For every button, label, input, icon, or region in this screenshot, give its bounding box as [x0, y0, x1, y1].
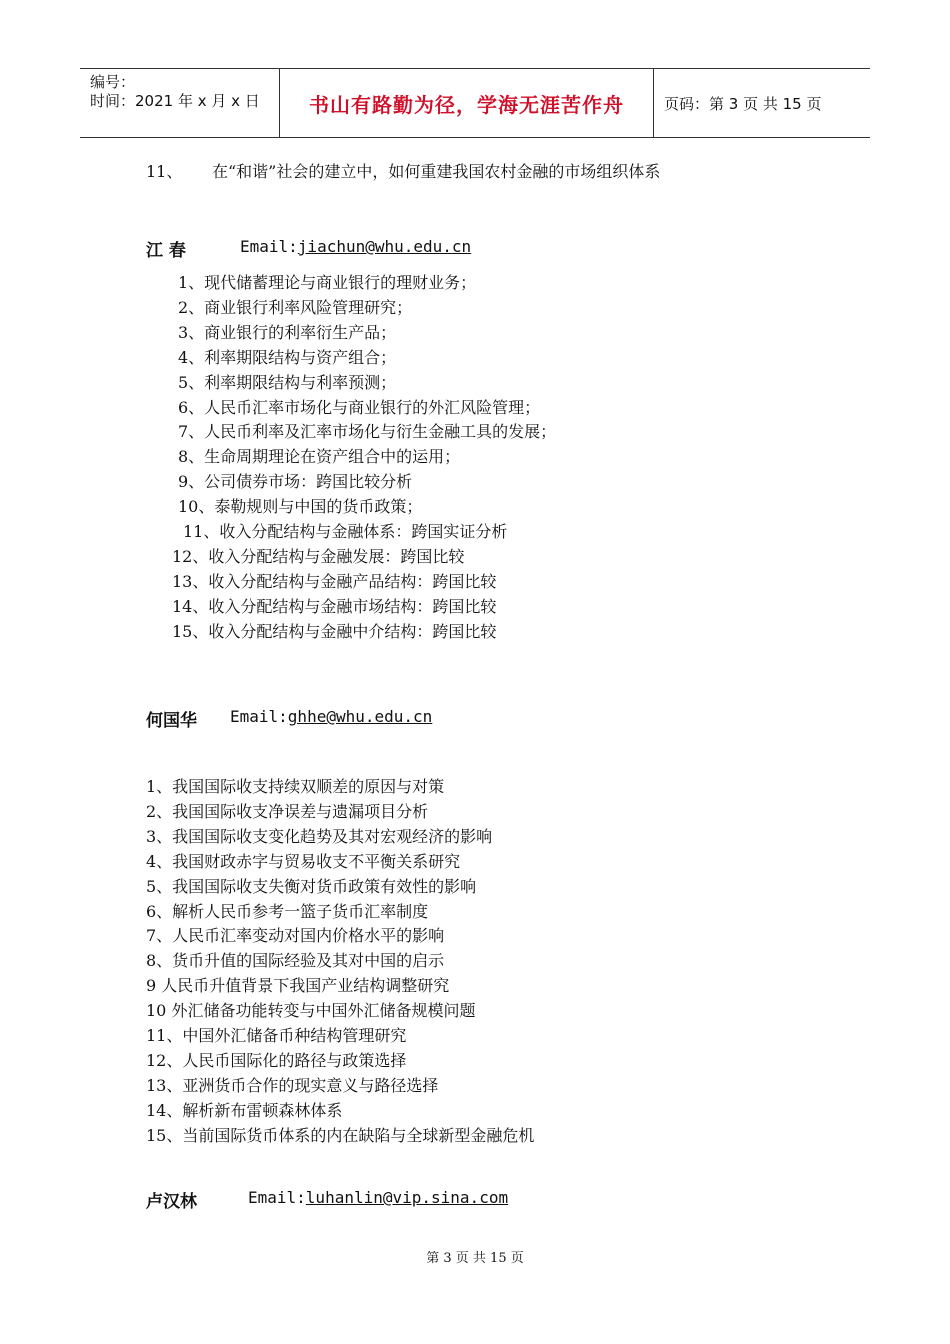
- list-item: 2、我国国际收支净误差与遗漏项目分析: [146, 801, 429, 821]
- section1-name: 江 春: [146, 241, 186, 261]
- list-item: 13、收入分配结构与金融产品结构：跨国比较: [172, 571, 497, 591]
- list-item: 14、收入分配结构与金融市场结构：跨国比较: [172, 596, 497, 616]
- list-item: 10、泰勒规则与中国的货币政策；: [178, 497, 423, 517]
- section3-name: 卢汉林: [146, 1192, 197, 1212]
- list-item: 5、我国国际收支失衡对货币政策有效性的影响: [146, 876, 477, 896]
- list-item: 12、人民币国际化的路径与政策选择: [146, 1050, 407, 1070]
- list-item: 1、现代储蓄理论与商业银行的理财业务；: [178, 273, 477, 292]
- list-item: 4、利率期限结构与资产组合；: [178, 347, 397, 367]
- list-item: 7、人民币利率及汇率市场化与衍生金融工具的发展；: [178, 422, 557, 442]
- list-item: 10 外汇储备功能转变与中国外汇储备规模问题: [146, 1001, 476, 1021]
- section2-email-line: [230, 707, 432, 726]
- section2-name: 何国华: [146, 711, 197, 731]
- intro-item-text: 在“和谐”社会的建立中，如何重建我国农村金融的市场组织体系: [212, 162, 661, 181]
- list-item: 15、当前国际货币体系的内在缺陷与全球新型金融危机: [146, 1125, 535, 1145]
- list-item: 7、人民币汇率变动对国内价格水平的影响: [146, 926, 445, 946]
- list-item: 9、公司债券市场：跨国比较分析: [178, 472, 413, 492]
- list-item: 14、解析新布雷顿森林体系: [146, 1100, 343, 1120]
- page-footer: 第 3 页 共 15 页: [426, 1251, 524, 1266]
- section1-email-prefix: Email:: [240, 237, 298, 256]
- list-item: 8、生命周期理论在资产组合中的运用；: [178, 447, 461, 467]
- section3-email-link[interactable]: luhanlin@vip.sina.com: [305, 1188, 509, 1207]
- intro-item-number: 11、: [146, 162, 183, 181]
- section3-email-line: [248, 1188, 508, 1207]
- section1-email-link[interactable]: jiachun@whu.edu.cn: [297, 237, 472, 256]
- list-item: 12、收入分配结构与金融发展：跨国比较: [172, 546, 465, 566]
- list-item: 3、商业银行的利率衍生产品；: [178, 322, 397, 342]
- list-item: 4、我国财政赤字与贸易收支不平衡关系研究: [146, 851, 461, 871]
- list-item: 3、我国国际收支变化趋势及其对宏观经济的影响: [146, 826, 493, 846]
- header-page-info: 页码：第 3 页 共 15 页: [664, 94, 822, 113]
- list-item: 15、收入分配结构与金融中介结构：跨国比较: [172, 621, 497, 641]
- header-motto: 书山有路勤为径，学海无涯苦作舟: [280, 69, 654, 137]
- list-item: 1、我国国际收支持续双顺差的原因与对策: [146, 777, 445, 796]
- list-item: 11、中国外汇储备币种结构管理研究: [146, 1026, 407, 1045]
- list-item: 8、货币升值的国际经验及其对中国的启示: [146, 951, 445, 971]
- list-item: 6、解析人民币参考一篮子货币汇率制度: [146, 901, 429, 921]
- section2-email-link[interactable]: ghhe@whu.edu.cn: [287, 707, 433, 726]
- number-label: 编号：: [90, 73, 136, 91]
- section1-email-line: [240, 237, 471, 256]
- section2-email-prefix: Email:: [230, 707, 288, 726]
- header-meta: [80, 69, 280, 137]
- list-item: 9 人民币升值背景下我国产业结构调整研究: [146, 976, 450, 996]
- list-item: 6、人民币汇率市场化与商业银行的外汇风险管理；: [178, 397, 541, 417]
- list-item: 5、利率期限结构与利率预测；: [178, 372, 397, 392]
- page-header: [80, 68, 870, 138]
- time-label: 时间：2021 年 x 月 x 日: [90, 92, 260, 110]
- section3-email-prefix: Email:: [248, 1188, 306, 1207]
- list-item: 2、商业银行利率风险管理研究；: [178, 297, 413, 317]
- list-item: 13、亚洲货币合作的现实意义与路径选择: [146, 1075, 439, 1095]
- list-item: 11、收入分配结构与金融体系：跨国实证分析: [183, 522, 508, 541]
